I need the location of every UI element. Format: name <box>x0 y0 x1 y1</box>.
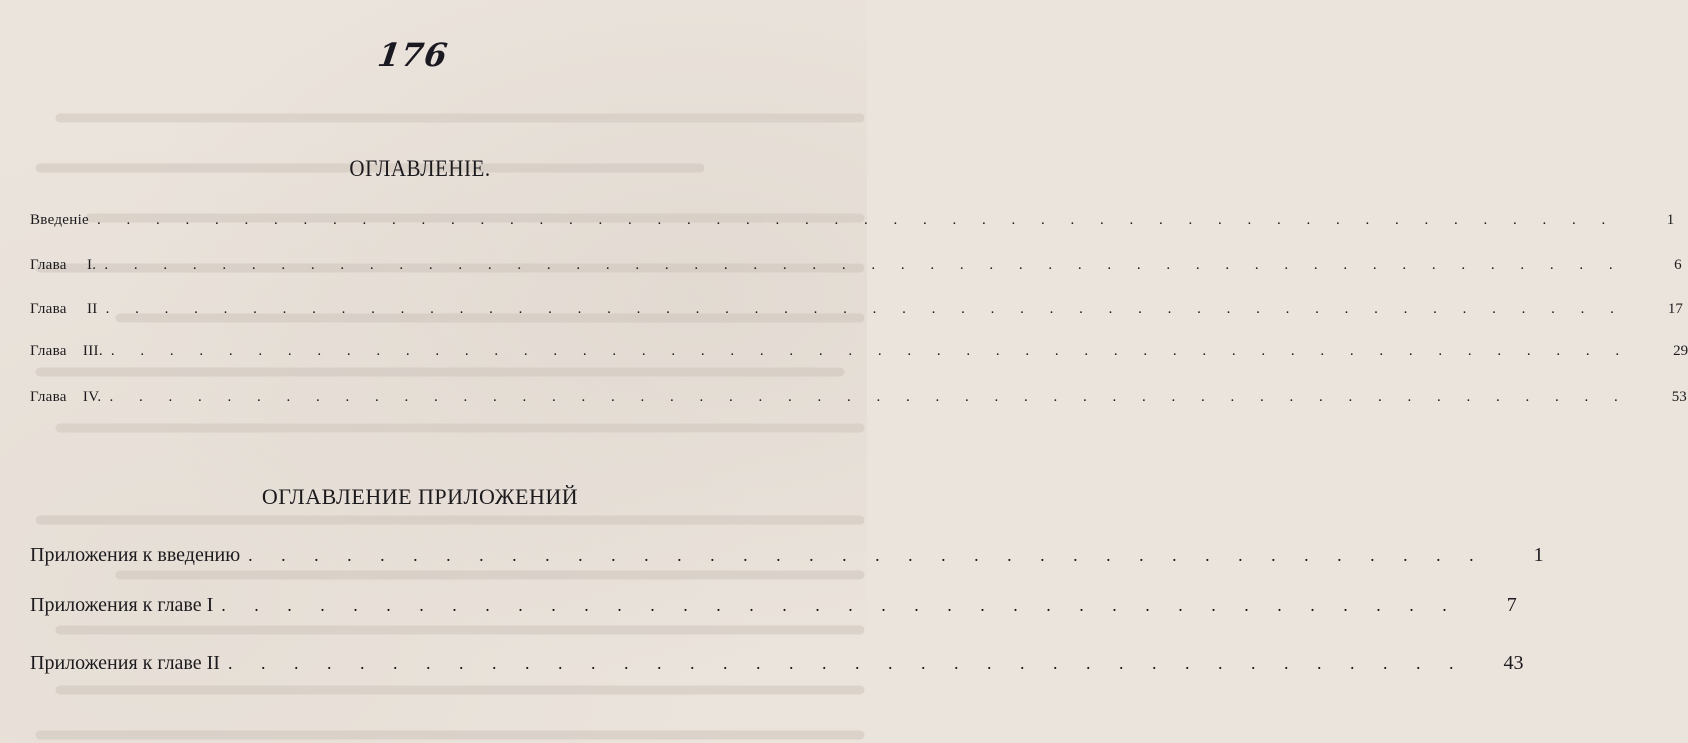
toc-entry-label: Глава III. <box>30 343 103 359</box>
toc-entry-chapter-1[interactable] <box>30 257 1682 287</box>
dot-leader: . . . . . . . . . . . . . . . . . . . . . . . . . . . . . . . . . . . . . . . . . . . . . . . . . . . . <box>105 301 1625 317</box>
toc-entry-label: Приложения к введению <box>30 544 241 566</box>
toc-entry-page: 1 <box>1533 544 1544 566</box>
dot-leader: . . . . . . . . . . . . . . . . . . . . . . . . . . . . . . . . . . . . . . <box>248 545 1486 565</box>
toc-entry-page: 29 <box>1673 343 1688 359</box>
toc-entry-chapter-3[interactable] <box>30 343 1688 373</box>
appendices-heading: ОГЛАВЛЕНИЕ ПРИЛОЖЕНИЙ <box>261 484 579 509</box>
toc-entry-page: 53 <box>1671 389 1687 405</box>
toc-entry-label: Глава IV. <box>30 389 102 405</box>
toc-entry-label: Введеніе <box>30 212 90 228</box>
toc-entry-page: 17 <box>1667 301 1683 317</box>
toc-entry-page: 7 <box>1506 594 1517 616</box>
handwritten-page-number: 176 <box>375 36 451 74</box>
contents-heading: ОГЛАВЛЕНІЕ. <box>349 154 491 182</box>
toc-entry-appendix-chapter-2[interactable] <box>30 652 1524 682</box>
dot-leader: . . . . . . . . . . . . . . . . . . . . . . . . . . . . . . . . . . . . . . . . . . . . . . . . . . . . <box>109 389 1629 405</box>
dot-leader: . . . . . . . . . . . . . . . . . . . . . . . . . . . . . . . . . . . . . . . . . . . . . . . . . . . . <box>104 257 1624 273</box>
toc-entry-page: 43 <box>1503 652 1524 674</box>
toc-entry-page: 1 <box>1666 212 1675 228</box>
dot-leader: . . . . . . . . . . . . . . . . . . . . . . . . . . . . . . . . . . . . . . <box>227 653 1466 673</box>
toc-entry-appendix-introduction[interactable] <box>30 544 1544 574</box>
dot-leader: . . . . . . . . . . . . . . . . . . . . . . . . . . . . . . . . . . . . . . <box>221 595 1459 615</box>
dot-leader: . . . . . . . . . . . . . . . . . . . . . . . . . . . . . . . . . . . . . . . . . . . . . . . . . . . . <box>110 343 1631 359</box>
toc-entry-label: Глава I. <box>30 257 97 273</box>
toc-entry-page: 6 <box>1674 257 1682 273</box>
toc-entry-appendix-chapter-1[interactable] <box>30 594 1517 624</box>
toc-entry-label: Приложения к главе I <box>30 594 214 616</box>
toc-entry-introduction[interactable] <box>30 212 1675 242</box>
toc-entry-label: Приложения к главе II <box>30 652 220 674</box>
dot-leader: . . . . . . . . . . . . . . . . . . . . . . . . . . . . . . . . . . . . . . . . . . . . . . . . . . . . <box>97 212 1617 228</box>
toc-entry-chapter-2[interactable] <box>30 301 1683 331</box>
toc-entry-chapter-4[interactable] <box>30 389 1687 419</box>
toc-entry-label: Глава II <box>30 301 98 317</box>
